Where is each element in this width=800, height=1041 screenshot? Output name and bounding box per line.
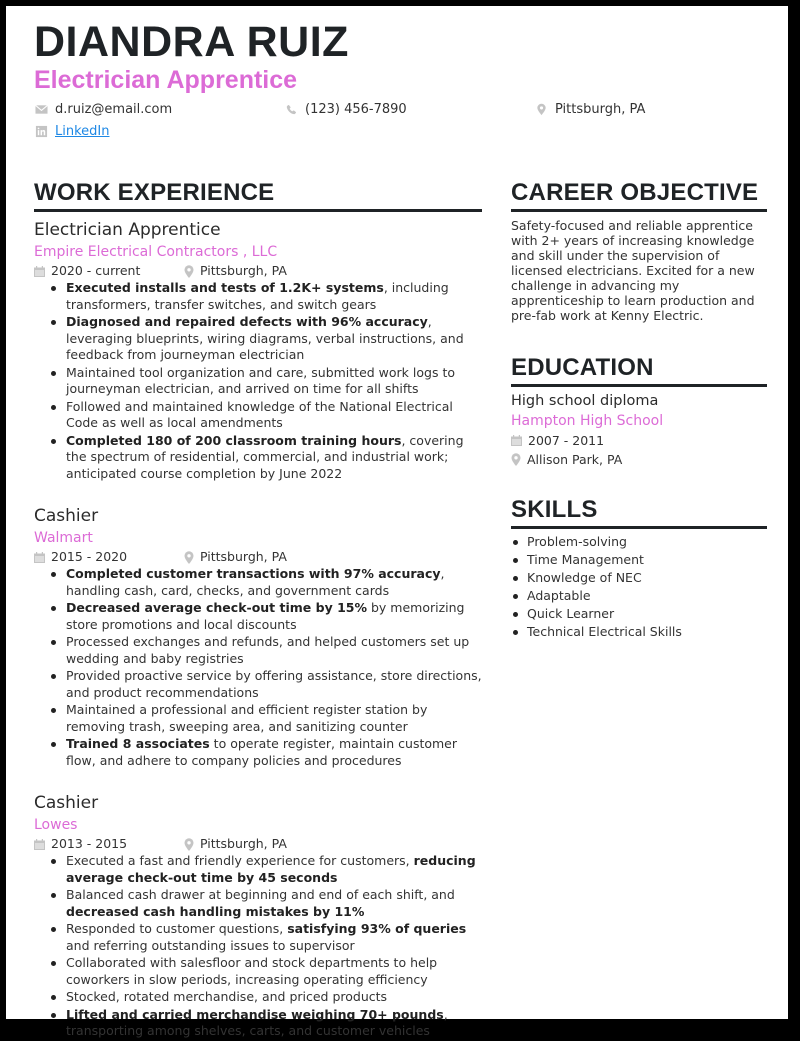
education-dates-row [511,431,767,450]
contact-phone [285,102,407,117]
education-degree: High school diploma [511,393,659,409]
candidate-title: Electrician Apprentice [34,66,298,94]
job-location: Pittsburgh, PA [200,549,287,564]
job-title: Cashier [34,506,99,526]
skill-item: Knowledge of NEC [511,569,767,587]
location-pin-icon [184,551,194,564]
skills-list [511,533,767,641]
work-experience-section [34,178,482,1041]
job-entry [34,791,482,1040]
location-pin-icon [535,103,548,116]
work-experience-heading: WORK EXPERIENCE [34,178,482,212]
education-location: Allison Park, PA [527,452,623,467]
bullet-item: Responded to customer questions, satisfying 93% of queries and referring outstanding issues to supervisor [48,921,482,954]
education-dates: 2007 - 2011 [528,433,605,448]
bullet-item: Maintained tool organization and care, submitted work logs to journeyman electrician, and arrived on time for all shifts [48,365,482,398]
bullet-item: Executed a fast and friendly experience for customers, reducing average check-out time by 45 seconds [48,853,482,886]
job-location: Pittsburgh, PA [200,263,287,278]
bullet-item: Stocked, rotated merchandise, and priced products [48,989,482,1006]
job-dates: 2013 - 2015 [51,836,128,851]
job-meta [34,262,482,280]
phone-icon [285,103,298,116]
bullet-item: Completed customer transactions with 97% accuracy, handling cash, card, checks, and government cards [48,566,482,599]
phone-text: (123) 456-7890 [305,102,407,117]
education-section [511,353,767,469]
calendar-icon [34,839,45,850]
job-entry [34,504,482,769]
bullet-item: Maintained a professional and efficient register station by removing trash, sweeping area, and sanitizing counter [48,702,482,735]
career-objective-section [511,178,767,323]
job-entry [34,218,482,482]
bullet-item: Processed exchanges and refunds, and helped customers set up wedding and baby registries [48,634,482,667]
bullet-item: Provided proactive service by offering assistance, store directions, and product recommendations [48,668,482,701]
education-location-row [511,450,767,469]
location-text: Pittsburgh, PA [555,102,646,117]
bullet-item: Trained 8 associates to operate register, maintain customer flow, and adhere to company policies and procedures [48,736,482,769]
location-pin-icon [184,265,194,278]
calendar-icon [34,266,45,277]
education-school: Hampton High School [511,413,664,429]
calendar-icon [34,552,45,563]
job-dates: 2015 - 2020 [51,549,128,564]
bullet-item: Lifted and carried merchandise weighing 70+ pounds, transporting among shelves, carts, and customer vehicles [48,1007,482,1040]
contact-email [35,102,172,117]
bullet-item: Diagnosed and repaired defects with 96% accuracy, leveraging blueprints, wiring diagrams, verbal instructions, and feedback from journeyman electrician [48,314,482,364]
sidebar-column [511,178,767,641]
career-objective-text: Safety-focused and reliable apprentice with 2+ years of increasing knowledge and skill under the supervision of licensed electricians. Excited for a new challenge in advancing my apprenticeship to learn production and pre-fab work at Kenny Electric. [511,218,755,323]
company-name: Lowes [34,817,78,833]
envelope-icon [35,103,48,116]
job-bullets [48,566,482,769]
linkedin-link[interactable]: LinkedIn [55,124,110,139]
job-title: Electrician Apprentice [34,220,221,240]
resume-page [6,6,788,1038]
job-title: Cashier [34,793,99,813]
bullet-item: Executed installs and tests of 1.2K+ systems, including transformers, transfer switches, and switch gears [48,280,482,313]
company-name: Empire Electrical Contractors , LLC [34,244,278,260]
skills-heading: SKILLS [511,495,767,529]
skill-item: Technical Electrical Skills [511,623,767,641]
candidate-name: DIANDRA RUIZ [34,18,349,66]
company-name: Walmart [34,530,93,546]
calendar-icon [511,435,522,446]
contact-linkedin [35,124,109,139]
job-location: Pittsburgh, PA [200,836,287,851]
bullet-item: Balanced cash drawer at beginning and end of each shift, and decreased cash handling mistakes by 11% [48,887,482,920]
linkedin-icon [35,125,48,138]
skill-item: Problem-solving [511,533,767,551]
skills-section [511,495,767,641]
contact-location [535,102,645,117]
skill-item: Quick Learner [511,605,767,623]
location-pin-icon [511,453,521,466]
skill-item: Adaptable [511,587,767,605]
job-bullets [48,853,482,1040]
bullet-item: Followed and maintained knowledge of the National Electrical Code as well as local amendments [48,399,482,432]
bullet-item: Decreased average check-out time by 15% by memorizing store promotions and local discounts [48,600,482,633]
job-meta [34,835,482,853]
location-pin-icon [184,838,194,851]
job-dates: 2020 - current [51,263,141,278]
job-bullets [48,280,482,482]
job-meta [34,548,482,566]
bullet-item: Collaborated with salesfloor and stock departments to help coworkers in slow periods, increasing operating efficiency [48,955,482,988]
skill-item: Time Management [511,551,767,569]
bullet-item: Completed 180 of 200 classroom training hours, covering the spectrum of residential, commercial, and industrial work; anticipated course completion by June 2022 [48,433,482,483]
email-text: d.ruiz@email.com [55,102,173,117]
education-heading: EDUCATION [511,353,767,387]
career-objective-heading: CAREER OBJECTIVE [511,178,767,212]
